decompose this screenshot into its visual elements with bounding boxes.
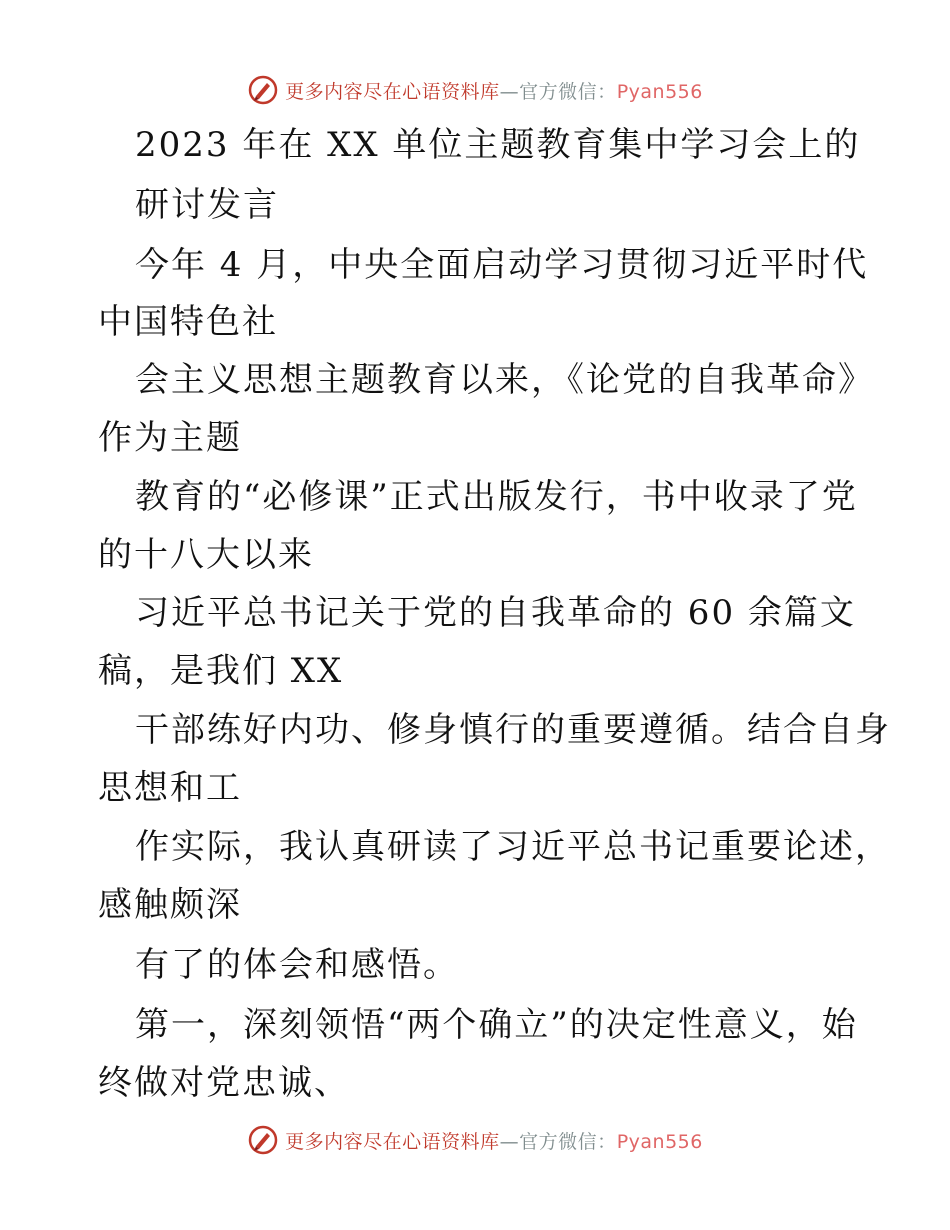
banner-text [285,1127,703,1154]
title-line-1: 2023 年在 XX 单位主题教育集中学习会上的 [135,125,861,165]
paragraph-line: 中国特色社 [98,302,278,342]
banner-main-text: 更多内容尽在心语资料库 [285,1130,500,1153]
paragraph-line: 教育的“必修课”正式出版发行，书中收录了党 [135,477,858,517]
paragraph-line: 今年 4 月，中央全面启动学习贯彻习近平时代 [135,245,869,285]
paragraph-line: 第一，深刻领悟“两个确立”的决定性意义，始 [135,1005,858,1045]
banner-wechat-label: 官方微信： [519,1130,617,1153]
paragraph-line: 干部练好内功、修身慎行的重要遵循。结合自身 [135,710,891,750]
banner-dash: — [499,80,520,103]
paragraph-line: 终做对党忠诚、 [98,1063,350,1103]
paragraph-line: 习近平总书记关于党的自我革命的 60 余篇文 [135,593,856,633]
banner-account: Pyan556 [616,80,703,103]
pen-logo-icon [247,1124,279,1156]
paragraph-line: 作为主题 [98,418,242,458]
banner-account: Pyan556 [616,1130,703,1153]
paragraph-line: 稿，是我们 XX [98,651,344,691]
paragraph-line: 思想和工 [98,768,242,808]
footer-banner [0,1122,950,1158]
pen-logo-icon [247,74,279,106]
paragraph-line: 有了的体会和感悟。 [135,945,459,985]
banner-wechat-label: 官方微信： [519,80,617,103]
banner-main-text: 更多内容尽在心语资料库 [285,80,500,103]
title-line-2: 研讨发言 [135,185,279,225]
header-banner [0,72,950,108]
banner-text [285,77,703,104]
paragraph-line: 会主义思想主题教育以来，《论党的自我革命》 [135,360,874,400]
paragraph-line: 作实际，我认真研读了习近平总书记重要论述， [135,827,891,867]
paragraph-line: 的十八大以来 [98,535,314,575]
paragraph-line: 感触颇深 [98,885,242,925]
banner-dash: — [499,1130,520,1153]
